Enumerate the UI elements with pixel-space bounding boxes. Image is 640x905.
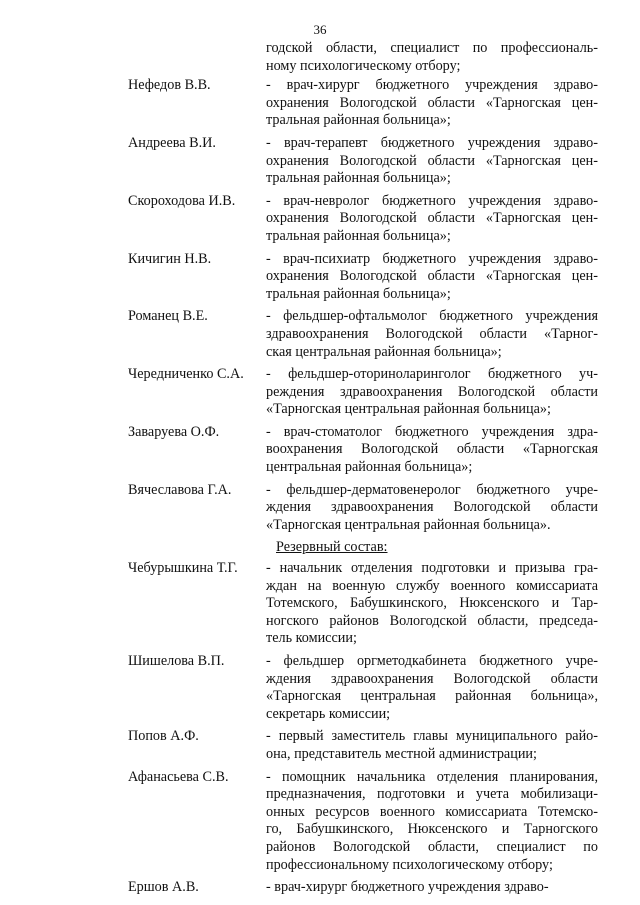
member-name: Шишелова В.П. (128, 653, 225, 669)
desc-line: центральная районная больница»; (266, 459, 473, 476)
desc-line: тель комиссии; (266, 630, 357, 647)
member-row (128, 424, 598, 477)
member-row (128, 308, 598, 361)
member-name: Ершов А.В. (128, 879, 199, 896)
desc-line: «Тарногская центральная районная больница», (266, 688, 598, 705)
member-name: Скороходова И.В. (128, 192, 236, 209)
member-row (128, 193, 598, 246)
member-row (128, 728, 598, 763)
member-row (128, 560, 598, 648)
member-position (266, 366, 598, 419)
member-position (266, 560, 598, 648)
member-name: Кичигин Н.В. (128, 250, 212, 267)
member-position (266, 77, 598, 130)
desc-line: ская центральная районная больница»; (266, 343, 502, 360)
desc-line: - врач-хирург бюджетного учреждения здраво- (266, 77, 598, 94)
member-row (128, 77, 598, 130)
desc-line: годской области, специалист по профессиональ- (266, 40, 598, 56)
member-position (266, 769, 598, 875)
desc-line: ждан на военную службу военного комиссариата (266, 577, 598, 594)
desc-line: тральная районная больница»; (266, 170, 451, 187)
member-name: Романец В.Е. (128, 308, 208, 325)
desc-line: - фельдшер-офтальмолог бюджетного учреждения (266, 308, 598, 325)
desc-line: - врач-психиатр бюджетного учреждения здраво- (266, 250, 598, 267)
member-position (266, 424, 598, 477)
desc-line: - первый заместитель главы муниципального райо- (266, 728, 598, 745)
desc-line: охранения Вологодской области «Тарногская цен- (266, 94, 598, 111)
member-name: Заваруева О.Ф. (128, 423, 220, 440)
member-name: Андреева В.И. (128, 134, 216, 151)
desc-line: районов Вологодской области, специалист по (266, 838, 598, 855)
desc-line: «Тарногская центральная районная больница»; (266, 401, 551, 418)
member-name-blank (128, 40, 266, 75)
desc-line: ждения здравоохранения Вологодской области (266, 670, 598, 687)
desc-line: - начальник отделения подготовки и призыва гра- (266, 560, 598, 577)
member-name: Попов А.Ф. (128, 728, 199, 745)
desc-line: «Тарногская центральная районная больница». (266, 516, 551, 533)
member-row (128, 366, 598, 419)
desc-line: охранения Вологодской области «Тарногская цен- (266, 152, 598, 169)
lead-continuation (128, 40, 598, 75)
member-name: Афанасьева С.В. (128, 768, 229, 785)
reserve-members (128, 560, 598, 897)
reserve-heading-text: Резервный состав: (276, 539, 388, 556)
member-row (128, 769, 598, 875)
desc-line: го, Бабушкинского, Нюксенского и Тарногского (266, 821, 598, 838)
member-name: Чередниченко С.А. (128, 366, 244, 383)
desc-line: онных ресурсов военного комиссариата Тотемско- (266, 803, 598, 820)
desc-line: - врач-стоматолог бюджетного учреждения здра- (266, 423, 598, 440)
member-name: Нефедов В.В. (128, 77, 211, 94)
desc-line: - врач-невролог бюджетного учреждения здраво- (266, 192, 598, 209)
member-position (266, 193, 598, 246)
member-row (128, 135, 598, 188)
member-name: Чебурышкина Т.Г. (128, 560, 238, 577)
member-position (266, 879, 598, 897)
member-position (266, 728, 598, 763)
desc-line: профессиональному психологическому отбору; (266, 856, 553, 873)
commission-list (128, 40, 598, 902)
desc-line: ному психологическому отбору; (266, 57, 461, 74)
reserve-heading (266, 539, 598, 557)
desc-line: предназначения, подготовки и учета мобилизаци- (266, 786, 598, 803)
desc-line: воохранения Вологодской области «Тарногская (266, 441, 598, 458)
desc-line: реждения здравоохранения Вологодской области (266, 383, 598, 400)
desc-line: тральная районная больница»; (266, 285, 451, 302)
desc-line: охранения Вологодской области «Тарногская цен- (266, 268, 598, 285)
desc-line: она, представитель местной администрации; (266, 745, 537, 762)
main-members (128, 77, 598, 534)
page-number: 36 (313, 22, 327, 37)
desc-line: - врач-терапевт бюджетного учреждения здраво- (266, 134, 598, 151)
member-position (266, 482, 598, 535)
member-position (266, 653, 598, 723)
member-row (128, 251, 598, 304)
lead-description (266, 40, 598, 75)
desc-line: секретарь комиссии; (266, 705, 391, 722)
desc-line: - фельдшер-дерматовенеролог бюджетного учре- (266, 481, 598, 498)
desc-line: - помощник начальника отделения планирования, (266, 768, 598, 785)
desc-line: ждения здравоохранения Вологодской области (266, 499, 598, 516)
desc-line: - фельдшер-оториноларинголог бюджетного уч- (266, 366, 598, 383)
member-name: Вячеславова Г.А. (128, 481, 232, 498)
member-row (128, 653, 598, 723)
member-position (266, 135, 598, 188)
member-row (128, 879, 598, 897)
desc-line: здравоохранения Вологодской области «Тарног- (266, 325, 598, 342)
desc-line: - фельдшер оргметодкабинета бюджетного учре- (266, 653, 598, 669)
desc-line: ногского районов Вологодской области, председа- (266, 612, 598, 629)
member-row (128, 482, 598, 535)
desc-line: тральная районная больница»; (266, 227, 451, 244)
desc-line: - врач-хирург бюджетного учреждения здраво- (266, 879, 549, 896)
desc-line: охранения Вологодской области «Тарногская цен- (266, 210, 598, 227)
member-position (266, 308, 598, 361)
member-position (266, 251, 598, 304)
desc-line: Тотемского, Бабушкинского, Нюксенского и Тар- (266, 595, 598, 612)
desc-line: тральная районная больница»; (266, 112, 451, 129)
